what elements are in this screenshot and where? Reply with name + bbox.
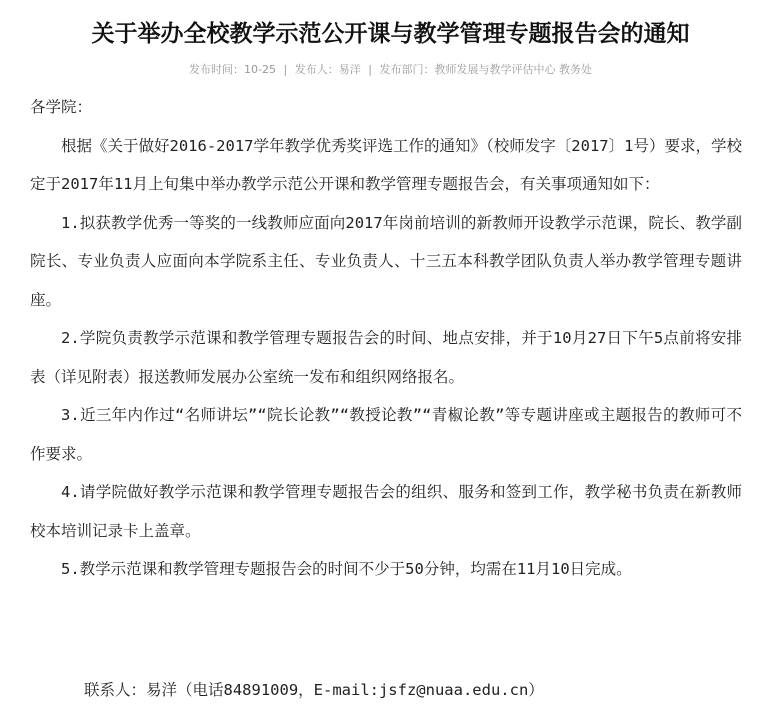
item-paragraph: 2.学院负责教学示范课和教学管理专题报告会的时间、地点安排，并于10月27日下午5点前将安排表（详见附表）报送教师发展办公室统一发布和组织网络报名。 — [30, 329, 742, 386]
notice-body — [30, 88, 742, 589]
contact-info: 联系人：易洋（电话84891009，E-mail:jsfz@nuaa.edu.cn） — [84, 681, 544, 699]
item-paragraph: 3.近三年内作过“名师讲坛”“院长论教”“教授论教”“青椒论教”等专题讲座或主题报告的教师可不作要求。 — [30, 406, 742, 463]
meta-separator: | — [283, 63, 288, 76]
publish-department: 发布部门：教师发展与教学评估中心 教务处 — [379, 63, 592, 76]
publish-time: 发布时间：10-25 — [189, 63, 277, 76]
item-paragraph: 1.拟获教学优秀一等奖的一线教师应面向2017年岗前培训的新教师开设教学示范课，院长、教学副院长、专业负责人应面向本学院系主任、专业负责人、十三五本科教学团队负责人举办教学管理专题讲座。 — [30, 213, 742, 309]
notice-title: 关于举办全校教学示范公开课与教学管理专题报告会的通知 — [91, 21, 690, 47]
item-paragraph: 5.教学示范课和教学管理专题报告会的时间不少于50分钟，均需在11月10日完成。 — [61, 560, 632, 578]
publisher: 发布人：易洋 — [294, 63, 361, 76]
intro-paragraph: 根据《关于做好2016-2017学年教学优秀奖评选工作的通知》（校师发字〔2017〕1号）要求，学校定于2017年11月上旬集中举办教学示范公开课和教学管理专题报告会，有关事项通知如下： — [30, 136, 742, 193]
notice-meta — [0, 62, 781, 78]
meta-separator: | — [368, 63, 372, 76]
salutation: 各学院： — [30, 98, 93, 116]
item-paragraph: 4.请学院做好教学示范课和教学管理专题报告会的组织、服务和签到工作，教学秘书负责在新教师校本培训记录卡上盖章。 — [30, 483, 742, 540]
